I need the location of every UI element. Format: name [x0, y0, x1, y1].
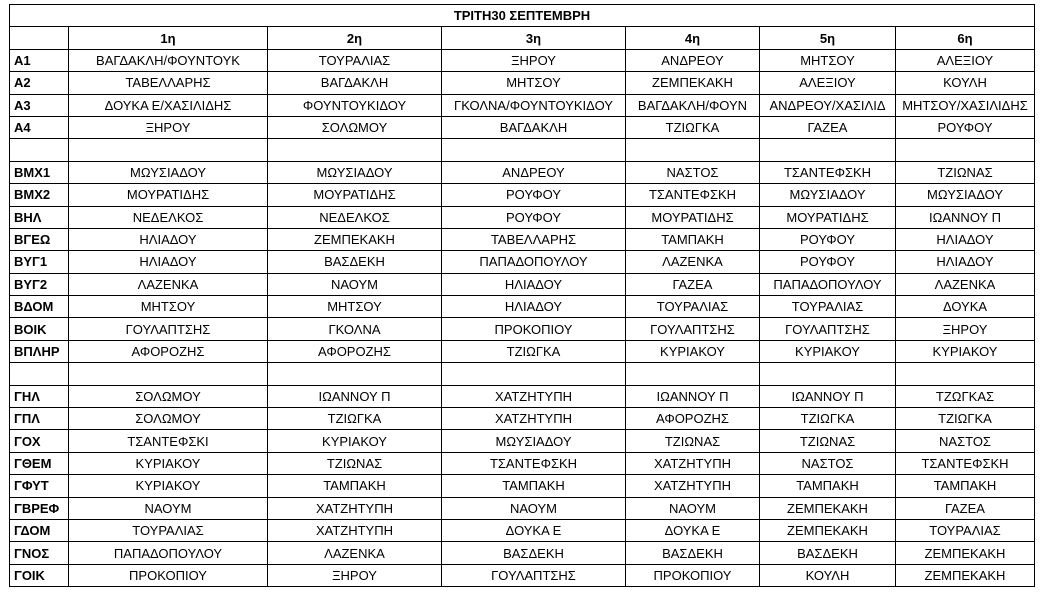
period-header: 6η — [896, 27, 1035, 49]
table-row — [10, 363, 1035, 385]
teacher-cell: ΜΩΥΣΙΑΔΟΥ — [69, 161, 268, 183]
teacher-cell: ΖΕΜΠΕΚΑΚΗ — [626, 72, 760, 94]
class-label: ΓΠΛ — [10, 408, 69, 430]
teacher-cell: ΓΟΥΛΑΠΤΣΗΣ — [760, 318, 896, 340]
class-label: ΓΘΕΜ — [10, 452, 69, 474]
teacher-cell: ΖΕΜΠΕΚΑΚΗ — [760, 519, 896, 541]
teacher-cell: ΜΟΥΡΑΤΙΔΗΣ — [626, 206, 760, 228]
teacher-cell: ΑΦΟΡΟΖΗΣ — [626, 408, 760, 430]
teacher-cell: ΑΝΔΡΕΟΥ — [442, 161, 626, 183]
class-label: Α3 — [10, 94, 69, 116]
period-header: 1η — [69, 27, 268, 49]
teacher-cell — [268, 363, 442, 385]
teacher-cell: ΜΟΥΡΑΤΙΔΗΣ — [760, 206, 896, 228]
table-row — [10, 251, 1035, 273]
teacher-cell: ΗΛΙΑΔΟΥ — [69, 251, 268, 273]
teacher-cell: ΚΟΥΛΗ — [760, 564, 896, 586]
teacher-cell: ΓΟΥΛΑΠΤΣΗΣ — [626, 318, 760, 340]
class-label: ΒΗΛ — [10, 206, 69, 228]
teacher-cell: ΤΟΥΡΑΛΙΑΣ — [268, 49, 442, 71]
teacher-cell: ΗΛΙΑΔΟΥ — [442, 273, 626, 295]
teacher-cell: ΤΖΩΓΚΑΣ — [896, 385, 1035, 407]
teacher-cell: ΤΑΒΕΛΛΑΡΗΣ — [69, 72, 268, 94]
period-header: 4η — [626, 27, 760, 49]
teacher-cell: ΚΥΡΙΑΚΟΥ — [69, 475, 268, 497]
teacher-cell: ΒΑΣΔΕΚΗ — [626, 542, 760, 564]
class-label: ΒΜΧ1 — [10, 161, 69, 183]
teacher-cell: ΡΟΥΦΟΥ — [896, 116, 1035, 138]
teacher-cell — [760, 363, 896, 385]
teacher-cell: ΤΣΑΝΤΕΦΣΚΗ — [760, 161, 896, 183]
teacher-cell: ΤΖΙΩΝΑΣ — [896, 161, 1035, 183]
teacher-cell: ΠΡΟΚΟΠΙΟΥ — [626, 564, 760, 586]
teacher-cell: ΤΟΥΡΑΛΙΑΣ — [760, 296, 896, 318]
class-label: ΓΟΧ — [10, 430, 69, 452]
teacher-cell: ΤΣΑΝΤΕΦΣΚΗ — [896, 452, 1035, 474]
class-label: Α1 — [10, 49, 69, 71]
teacher-cell: ΓΑΖΕΑ — [626, 273, 760, 295]
teacher-cell — [69, 139, 268, 161]
period-header: 3η — [442, 27, 626, 49]
teacher-cell: ΣΟΛΩΜΟΥ — [69, 385, 268, 407]
teacher-cell: ΚΟΥΛΗ — [896, 72, 1035, 94]
teacher-cell: ΓΑΖΕΑ — [760, 116, 896, 138]
class-label: ΒΜΧ2 — [10, 184, 69, 206]
teacher-cell: ΑΝΔΡΕΟΥ/ΧΑΣΙΛΙΔ — [760, 94, 896, 116]
teacher-cell: ΞΗΡΟΥ — [896, 318, 1035, 340]
teacher-cell: ΜΩΥΣΙΑΔΟΥ — [760, 184, 896, 206]
teacher-cell: ΜΗΤΣΟΥ — [69, 296, 268, 318]
teacher-cell: ΒΑΣΔΕΚΗ — [760, 542, 896, 564]
class-label: ΒΠΛΗΡ — [10, 340, 69, 362]
teacher-cell: ΧΑΤΖΗΤΥΠΗ — [442, 408, 626, 430]
table-row — [10, 452, 1035, 474]
table-row — [10, 318, 1035, 340]
class-label: ΓΔΟΜ — [10, 519, 69, 541]
teacher-cell: ΝΑΟΥΜ — [69, 497, 268, 519]
schedule-table — [9, 4, 1035, 587]
teacher-cell: ΞΗΡΟΥ — [268, 564, 442, 586]
teacher-cell: ΒΑΓΔΑΚΛΗ/ΦΟΥΝ — [626, 94, 760, 116]
teacher-cell: ΤΟΥΡΑΛΙΑΣ — [69, 519, 268, 541]
teacher-cell: ΞΗΡΟΥ — [442, 49, 626, 71]
teacher-cell — [268, 139, 442, 161]
teacher-cell — [896, 139, 1035, 161]
teacher-cell: ΚΥΡΙΑΚΟΥ — [760, 340, 896, 362]
teacher-cell: ΗΛΙΑΔΟΥ — [896, 251, 1035, 273]
teacher-cell: ΤΖΙΩΝΑΣ — [268, 452, 442, 474]
teacher-cell: ΜΗΤΣΟΥ/ΧΑΣΙΛΙΔΗΣ — [896, 94, 1035, 116]
table-row — [10, 72, 1035, 94]
teacher-cell: ΑΦΟΡΟΖΗΣ — [268, 340, 442, 362]
teacher-cell: ΝΕΔΕΛΚΟΣ — [268, 206, 442, 228]
teacher-cell: ΡΟΥΦΟΥ — [760, 228, 896, 250]
teacher-cell: ΓΟΥΛΑΠΤΣΗΣ — [69, 318, 268, 340]
teacher-cell: ΑΛΕΞΙΟΥ — [896, 49, 1035, 71]
class-label: Α4 — [10, 116, 69, 138]
teacher-cell: ΤΑΒΕΛΛΑΡΗΣ — [442, 228, 626, 250]
table-row — [10, 139, 1035, 161]
teacher-cell: ΡΟΥΦΟΥ — [442, 184, 626, 206]
teacher-cell: ΜΗΤΣΟΥ — [442, 72, 626, 94]
teacher-cell: ΖΕΜΠΕΚΑΚΗ — [896, 542, 1035, 564]
teacher-cell: ΗΛΙΑΔΟΥ — [896, 228, 1035, 250]
teacher-cell: ΧΑΤΖΗΤΥΠΗ — [626, 452, 760, 474]
class-label: ΒΔΟΜ — [10, 296, 69, 318]
teacher-cell: ΧΑΤΖΗΤΥΠΗ — [268, 497, 442, 519]
table-row — [10, 49, 1035, 71]
teacher-cell: ΝΑΣΤΟΣ — [626, 161, 760, 183]
teacher-cell: ΤΑΜΠΑΚΗ — [626, 228, 760, 250]
teacher-cell: ΑΛΕΞΙΟΥ — [760, 72, 896, 94]
teacher-cell: ΠΑΠΑΔΟΠΟΥΛΟΥ — [760, 273, 896, 295]
teacher-cell: ΤΑΜΠΑΚΗ — [896, 475, 1035, 497]
teacher-cell: ΛΑΖΕΝΚΑ — [268, 542, 442, 564]
teacher-cell: ΔΟΥΚΑ — [896, 296, 1035, 318]
teacher-cell: ΤΑΜΠΑΚΗ — [760, 475, 896, 497]
teacher-cell: ΤΖΙΩΝΑΣ — [626, 430, 760, 452]
schedule-title: ΤΡΙΤΗ30 ΣΕΠΤΕΜΒΡΗ — [10, 5, 1035, 27]
teacher-cell: ΧΑΤΖΗΤΥΠΗ — [626, 475, 760, 497]
teacher-cell — [626, 363, 760, 385]
teacher-cell: ΤΖΙΩΓΚΑ — [760, 408, 896, 430]
teacher-cell: ΗΛΙΑΔΟΥ — [69, 228, 268, 250]
teacher-cell: ΠΡΟΚΟΠΙΟΥ — [442, 318, 626, 340]
teacher-cell: ΚΥΡΙΑΚΟΥ — [69, 452, 268, 474]
class-label — [10, 139, 69, 161]
teacher-cell: ΤΖΙΩΓΚΑ — [896, 408, 1035, 430]
teacher-cell — [69, 363, 268, 385]
teacher-cell: ΜΩΥΣΙΑΔΟΥ — [896, 184, 1035, 206]
teacher-cell: ΛΑΖΕΝΚΑ — [626, 251, 760, 273]
corner-cell — [10, 27, 69, 49]
table-row — [10, 475, 1035, 497]
teacher-cell: ΛΑΖΕΝΚΑ — [69, 273, 268, 295]
teacher-cell: ΒΑΓΔΑΚΛΗ/ΦΟΥΝΤΟΥΚ — [69, 49, 268, 71]
teacher-cell: ΒΑΣΔΕΚΗ — [442, 542, 626, 564]
teacher-cell: ΖΕΜΠΕΚΑΚΗ — [760, 497, 896, 519]
teacher-cell — [896, 363, 1035, 385]
table-row — [10, 228, 1035, 250]
teacher-cell: ΜΩΥΣΙΑΔΟΥ — [442, 430, 626, 452]
teacher-cell: ΦΟΥΝΤΟΥΚΙΔΟΥ — [268, 94, 442, 116]
teacher-cell: ΗΛΙΑΔΟΥ — [442, 296, 626, 318]
teacher-cell: ΙΩΑΝΝΟΥ Π — [896, 206, 1035, 228]
table-row — [10, 206, 1035, 228]
class-label — [10, 363, 69, 385]
teacher-cell: ΧΑΤΖΗΤΥΠΗ — [442, 385, 626, 407]
teacher-cell: ΒΑΓΔΑΚΛΗ — [268, 72, 442, 94]
teacher-cell: ΤΖΙΩΓΚΑ — [626, 116, 760, 138]
teacher-cell: ΡΟΥΦΟΥ — [442, 206, 626, 228]
class-label: ΓΗΛ — [10, 385, 69, 407]
teacher-cell: ΝΑΟΥΜ — [626, 497, 760, 519]
table-row — [10, 296, 1035, 318]
teacher-cell: ΛΑΖΕΝΚΑ — [896, 273, 1035, 295]
teacher-cell: ΝΑΣΤΟΣ — [896, 430, 1035, 452]
teacher-cell — [442, 139, 626, 161]
teacher-cell: ΤΣΑΝΤΕΦΣΚΗ — [626, 184, 760, 206]
teacher-cell: ΙΩΑΝΝΟΥ Π — [626, 385, 760, 407]
period-header: 5η — [760, 27, 896, 49]
teacher-cell: ΣΟΛΩΜΟΥ — [268, 116, 442, 138]
table-row — [10, 273, 1035, 295]
teacher-cell: ΔΟΥΚΑ Ε — [442, 519, 626, 541]
teacher-cell — [442, 363, 626, 385]
teacher-cell: ΙΩΑΝΝΟΥ Π — [268, 385, 442, 407]
period-header: 2η — [268, 27, 442, 49]
teacher-cell: ΞΗΡΟΥ — [69, 116, 268, 138]
class-label: ΓΝΟΣ — [10, 542, 69, 564]
class-label: ΒΥΓ2 — [10, 273, 69, 295]
teacher-cell — [626, 139, 760, 161]
teacher-cell: ΜΟΥΡΑΤΙΔΗΣ — [69, 184, 268, 206]
teacher-cell: ΤΖΙΩΓΚΑ — [268, 408, 442, 430]
teacher-cell: ΑΦΟΡΟΖΗΣ — [69, 340, 268, 362]
teacher-cell — [760, 139, 896, 161]
teacher-cell: ΒΑΓΔΑΚΛΗ — [442, 116, 626, 138]
table-row — [10, 519, 1035, 541]
class-label: ΓΟΙΚ — [10, 564, 69, 586]
teacher-cell: ΤΑΜΠΑΚΗ — [268, 475, 442, 497]
teacher-cell: ΖΕΜΠΕΚΑΚΗ — [896, 564, 1035, 586]
teacher-cell: ΓΑΖΕΑ — [896, 497, 1035, 519]
teacher-cell: ΓΟΥΛΑΠΤΣΗΣ — [442, 564, 626, 586]
schedule-sheet — [9, 4, 1035, 587]
teacher-cell: ΚΥΡΙΑΚΟΥ — [268, 430, 442, 452]
teacher-cell: ΡΟΥΦΟΥ — [760, 251, 896, 273]
teacher-cell: ΠΡΟΚΟΠΙΟΥ — [69, 564, 268, 586]
teacher-cell: ΤΣΑΝΤΕΦΣΚΙ — [69, 430, 268, 452]
teacher-cell: ΓΚΟΛΝΑ — [268, 318, 442, 340]
teacher-cell: ΔΟΥΚΑ Ε — [626, 519, 760, 541]
teacher-cell: ΝΑΟΥΜ — [268, 273, 442, 295]
table-row — [10, 542, 1035, 564]
teacher-cell: ΣΟΛΩΜΟΥ — [69, 408, 268, 430]
class-label: ΒΓΕΩ — [10, 228, 69, 250]
table-row — [10, 184, 1035, 206]
teacher-cell: ΚΥΡΙΑΚΟΥ — [896, 340, 1035, 362]
table-row — [10, 116, 1035, 138]
teacher-cell: ΤΖΙΩΝΑΣ — [760, 430, 896, 452]
table-row — [10, 564, 1035, 586]
teacher-cell: ΜΗΤΣΟΥ — [268, 296, 442, 318]
teacher-cell: ΖΕΜΠΕΚΑΚΗ — [268, 228, 442, 250]
table-row — [10, 385, 1035, 407]
teacher-cell: ΒΑΣΔΕΚΗ — [268, 251, 442, 273]
teacher-cell: ΤΖΙΩΓΚΑ — [442, 340, 626, 362]
table-row — [10, 94, 1035, 116]
teacher-cell: ΜΗΤΣΟΥ — [760, 49, 896, 71]
teacher-cell: ΧΑΤΖΗΤΥΠΗ — [268, 519, 442, 541]
table-row — [10, 408, 1035, 430]
teacher-cell: ΔΟΥΚΑ Ε/ΧΑΣΙΛΙΔΗΣ — [69, 94, 268, 116]
header-row — [10, 27, 1035, 49]
teacher-cell: ΠΑΠΑΔΟΠΟΥΛΟΥ — [69, 542, 268, 564]
teacher-cell: ΝΕΔΕΛΚΟΣ — [69, 206, 268, 228]
teacher-cell: ΑΝΔΡΕΟΥ — [626, 49, 760, 71]
teacher-cell: ΚΥΡΙΑΚΟΥ — [626, 340, 760, 362]
class-label: ΒΥΓ1 — [10, 251, 69, 273]
class-label: ΒΟΙΚ — [10, 318, 69, 340]
table-row — [10, 161, 1035, 183]
teacher-cell: ΓΚΟΛΝΑ/ΦΟΥΝΤΟΥΚΙΔΟΥ — [442, 94, 626, 116]
table-row — [10, 340, 1035, 362]
class-label: ΓΒΡΕΦ — [10, 497, 69, 519]
teacher-cell: ΜΩΥΣΙΑΔΟΥ — [268, 161, 442, 183]
teacher-cell: ΙΩΑΝΝΟΥ Π — [760, 385, 896, 407]
teacher-cell: ΠΑΠΑΔΟΠΟΥΛΟΥ — [442, 251, 626, 273]
teacher-cell: ΤΟΥΡΑΛΙΑΣ — [896, 519, 1035, 541]
teacher-cell: ΤΑΜΠΑΚΗ — [442, 475, 626, 497]
class-label: ΓΦΥΤ — [10, 475, 69, 497]
teacher-cell: ΤΟΥΡΑΛΙΑΣ — [626, 296, 760, 318]
title-row — [10, 5, 1035, 27]
teacher-cell: ΤΣΑΝΤΕΦΣΚΗ — [442, 452, 626, 474]
teacher-cell: ΝΑΣΤΟΣ — [760, 452, 896, 474]
class-label: Α2 — [10, 72, 69, 94]
table-row — [10, 497, 1035, 519]
teacher-cell: ΝΑΟΥΜ — [442, 497, 626, 519]
table-row — [10, 430, 1035, 452]
teacher-cell: ΜΟΥΡΑΤΙΔΗΣ — [268, 184, 442, 206]
